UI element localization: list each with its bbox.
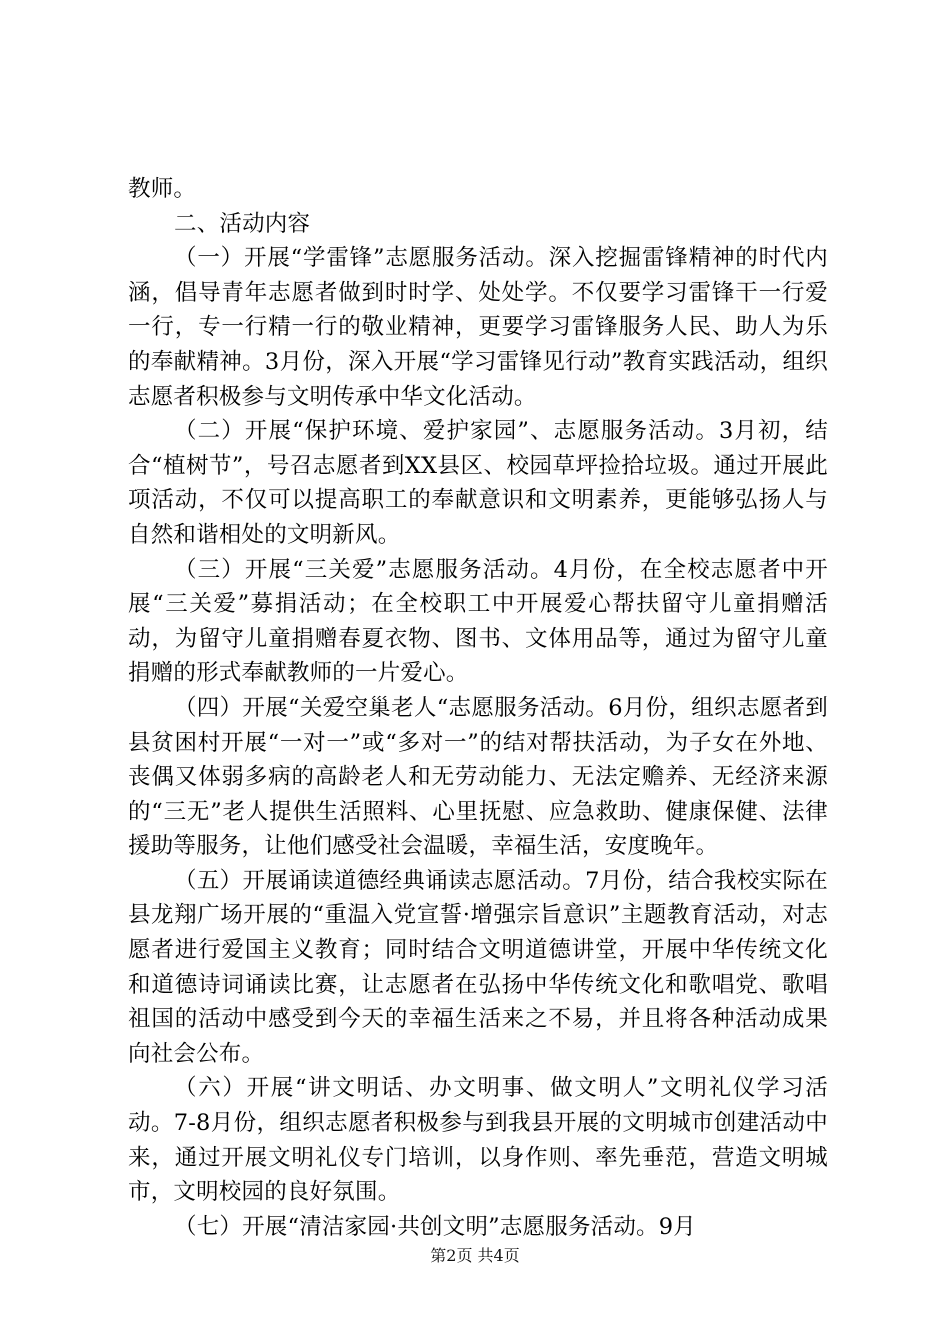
page-number-label: 第2页 共4页 (430, 1246, 520, 1265)
paragraph-item-4: （四）开展“关爱空巢老人“志愿服务活动。6月份，组织志愿者到县贫困村开展“一对一”或“多对一”的结对帮扶活动，为子女在外地、丧偶又体弱多病的高龄老人和无劳动能力、无法定赡养、无经济来源的“三无”老人提供生活照料、心里抚慰、应急救助、健康保健、法律援助等服务，让他们感受社会温暖，幸福生活，安度晚年。 (128, 694, 828, 860)
paragraph-item-6: （六）开展“讲文明话、办文明事、做文明人”文明礼仪学习活动。7-8月份，组织志愿者积极参与到我县开展的文明城市创建活动中来，通过开展文明礼仪专门培训，以身作则、率先垂范，营造文明城市，文明校园的良好氛围。 (128, 1075, 828, 1206)
paragraph-item-5: （五）开展诵读道德经典诵读志愿活动。7月份，结合我校实际在县龙翔广场开展的“重温入党宣誓·增强宗旨意识”主题教育活动，对志愿者进行爱国主义教育；同时结合文明道德讲堂，开展中华传统文化和道德诗词诵读比赛，让志愿者在弘扬中华传统文化和歌唱党、歌唱祖国的活动中感受到今天的幸福生活来之不易，并且将各种活动成果向社会公布。 (128, 867, 828, 1067)
paragraph-item-1: （一）开展“学雷锋”志愿服务活动。深入挖掘雷锋精神的时代内涵，倡导青年志愿者做到时时学、处处学。不仅要学习雷锋干一行爱一行，专一行精一行的敬业精神，更要学习雷锋服务人民、助人为乐的奉献精神。3月份，深入开展“学习雷锋见行动”教育实践活动，组织志愿者积极参与文明传承中华文化活动。 (128, 245, 828, 410)
document-body (128, 172, 828, 1244)
section-heading: 二、活动内容 (174, 210, 311, 237)
paragraph-item-7: （七）开展“清洁家园·共创文明”志愿服务活动。9月 (174, 1213, 696, 1240)
paragraph-item-2: （二）开展“保护环境、爱护家园”、志愿服务活动。3月初，结合“植树节”，号召志愿者到XX县区、校园草坪捡拾垃圾。通过开展此项活动，不仅可以提高职工的奉献意识和文明素养，更能够弘扬人与自然和谐相处的文明新风。 (128, 418, 828, 548)
page-footer (0, 1246, 950, 1266)
paragraph-continuation: 教师。 (128, 176, 197, 202)
paragraph-item-3: （三）开展“三关爱”志愿服务活动。4月份，在全校志愿者中开展“三关爱”募捐活动；在全校职工中开展爱心帮扶留守儿童捐赠活动，为留守儿童捐赠春夏衣物、图书、文体用品等，通过为留守儿童捐赠的形式奉献教师的一片爱心。 (128, 556, 828, 687)
